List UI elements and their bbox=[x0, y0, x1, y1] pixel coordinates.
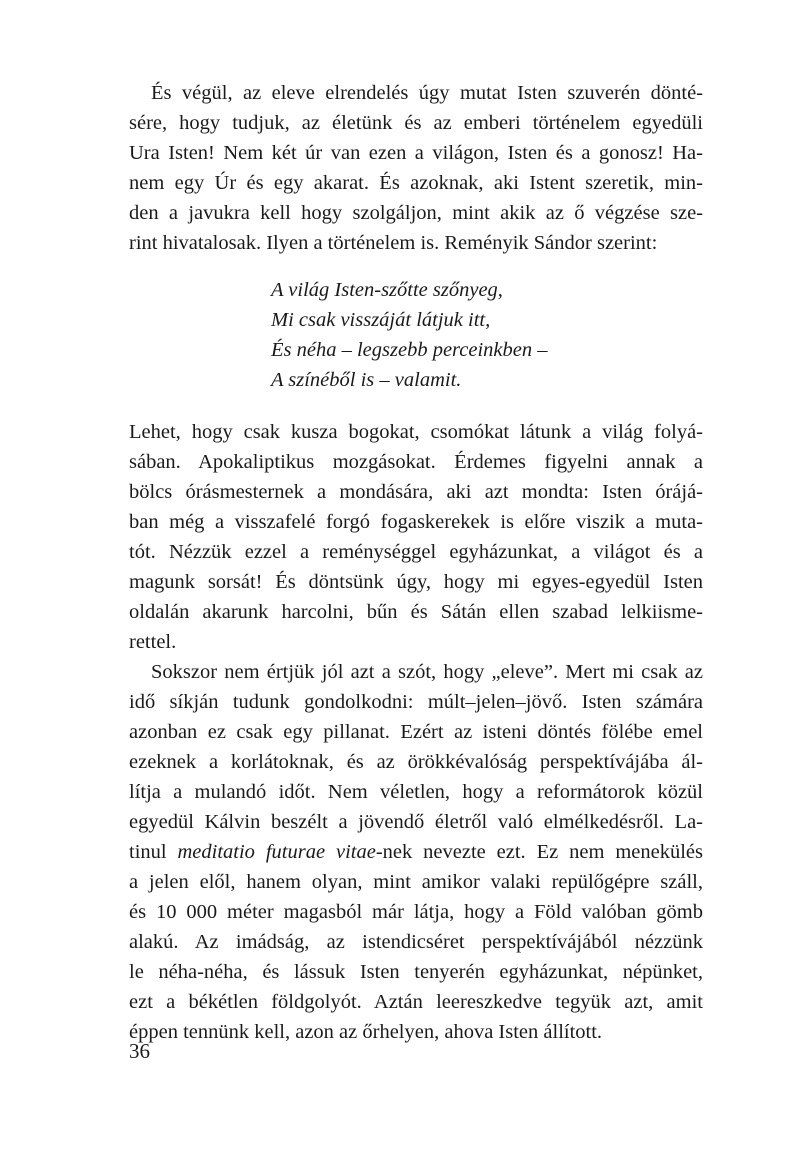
poem-line: A világ Isten-szőtte szőnyeg, bbox=[271, 279, 503, 301]
poem-line: A színéből is – valamit. bbox=[271, 369, 462, 391]
poem-quote bbox=[129, 275, 703, 395]
text-line: tót. Nézzük ezzel a reménységgel egyházunkat, a világot és a bbox=[129, 541, 703, 563]
paragraph-2 bbox=[129, 417, 703, 657]
text-line: Ura Isten! Nem két úr van ezen a világon, Isten és a gonosz! Ha- bbox=[129, 142, 703, 164]
text-span: tinul bbox=[129, 841, 178, 863]
text-line: alakú. Az imádság, az istendicséret perspektívájából nézzünk bbox=[129, 931, 703, 953]
text-line: den a javukra kell hogy szolgáljon, mint akik az ő végzése sze- bbox=[129, 202, 703, 224]
page-body bbox=[129, 78, 703, 1047]
text-line: Sokszor nem értjük jól azt a szót, hogy „eleve”. Mert mi csak az bbox=[151, 661, 703, 683]
text-line: azonban ez csak egy pillanat. Ezért az isteni döntés fölébe emel bbox=[129, 721, 703, 743]
text-line: nem egy Úr és egy akarat. És azoknak, aki Istent szeretik, min- bbox=[129, 172, 703, 194]
text-span: -nek nevezte ezt. Ez nem menekülés bbox=[375, 841, 703, 863]
text-line: magunk sorsát! És döntsünk úgy, hogy mi egyes-egyedül Isten bbox=[129, 571, 703, 593]
paragraph-1 bbox=[129, 78, 703, 258]
text-line: rint hivatalosak. Ilyen a történelem is. Reményik Sándor szerint: bbox=[129, 232, 658, 254]
text-line: És végül, az eleve elrendelés úgy mutat Isten szuverén dönté- bbox=[151, 82, 703, 104]
text-line: egyedül Kálvin beszélt a jövendő életről való elmélkedésről. La- bbox=[129, 811, 703, 833]
poem-line: És néha – legszebb perceinkben – bbox=[271, 339, 548, 361]
latin-phrase: meditatio futurae vitae bbox=[177, 841, 376, 863]
text-line: ezt a békétlen földgolyót. Aztán leereszkedve tegyük azt, amit bbox=[129, 991, 703, 1013]
text-line: és 10 000 méter magasból már látja, hogy a Föld valóban gömb bbox=[129, 901, 703, 923]
text-line: idő síkján tudunk gondolkodni: múlt–jelen–jövő. Isten számára bbox=[129, 691, 703, 713]
text-line: ezeknek a korlátoknak, és az örökkévalóság perspektívájába ál- bbox=[129, 751, 703, 773]
text-line: oldalán akarunk harcolni, bűn és Sátán ellen szabad lelkiisme- bbox=[129, 601, 703, 623]
text-line: sában. Apokaliptikus mozgásokat. Érdemes figyelni annak a bbox=[129, 451, 703, 473]
text-line: le néha-néha, és lássuk Isten tenyerén egyházunkat, népünket, bbox=[129, 961, 703, 983]
text-line: a jelen elől, hanem olyan, mint amikor valaki repülőgépre száll, bbox=[129, 871, 703, 893]
paragraph-3 bbox=[129, 657, 703, 1047]
text-line-latin bbox=[129, 837, 703, 867]
text-line: lítja a mulandó időt. Nem véletlen, hogy a reformátorok közül bbox=[129, 781, 703, 803]
page-number: 36 bbox=[129, 1039, 150, 1063]
text-line: éppen tennünk kell, azon az őrhelyen, ahova Isten állított. bbox=[129, 1021, 603, 1043]
text-line: sére, hogy tudjuk, az életünk és az emberi történelem egyedüli bbox=[129, 112, 703, 134]
text-line: bölcs órásmesternek a mondására, aki azt mondta: Isten órájá- bbox=[129, 481, 703, 503]
text-line: Lehet, hogy csak kusza bogokat, csomókat látunk a világ folyá- bbox=[129, 421, 703, 443]
text-line: rettel. bbox=[129, 631, 177, 653]
poem-line: Mi csak visszáját látjuk itt, bbox=[271, 309, 491, 331]
text-line: ban még a visszafelé forgó fogaskerekek is előre viszik a muta- bbox=[129, 511, 703, 533]
